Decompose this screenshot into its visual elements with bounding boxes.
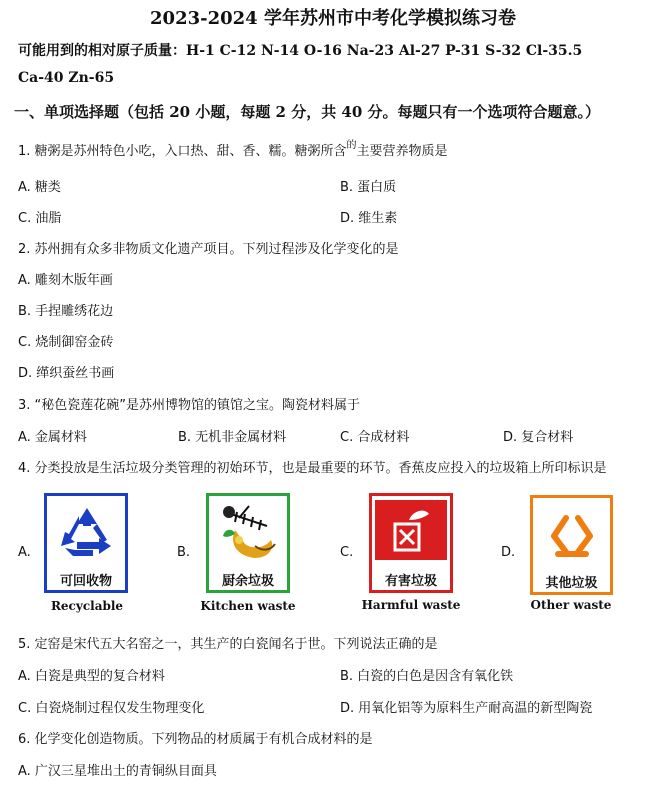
- fish-bone-icon: [215, 500, 281, 564]
- question-1-stem-sup: 的: [346, 140, 357, 151]
- hazard-icon: [389, 506, 433, 554]
- question-6-stem: 6. 化学变化创造物质。下列物品的材质属于有机合成材料的是: [18, 732, 373, 747]
- other-waste-caption: Other waste: [530, 598, 612, 612]
- other-waste-bin-label: 其他垃圾: [545, 576, 598, 591]
- question-2-stem: 2. 苏州拥有众多非物质文化遗产项目。下列过程涉及化学变化的是: [18, 242, 399, 257]
- question-1-stem-part-a: 1. 糖粥是苏州特色小吃，入口热、甜、香、糯。糖粥所含: [18, 144, 347, 159]
- recyclable-bin-label: 可回收物: [59, 574, 112, 589]
- kitchen-waste-caption: Kitchen waste: [200, 599, 296, 613]
- q5-option-a[interactable]: A. 白瓷是典型的复合材料: [18, 669, 165, 684]
- other-waste-icon: [544, 512, 600, 560]
- kitchen-waste-bin-sign[interactable]: [206, 493, 290, 593]
- question-1-stem: [18, 140, 448, 159]
- harmful-waste-caption: Harmful waste: [361, 598, 461, 612]
- q5-option-b[interactable]: B. 白瓷的白色是因含有氧化铁: [340, 669, 514, 684]
- recyclable-caption: Recyclable: [50, 599, 124, 613]
- q4-option-a-letter[interactable]: A.: [18, 545, 31, 560]
- q3-option-a[interactable]: A. 金属材料: [18, 430, 87, 445]
- q3-option-b[interactable]: B. 无机非金属材料: [178, 430, 287, 445]
- other-waste-bin-sign[interactable]: [530, 495, 613, 595]
- harmful-waste-bin-label: 有害垃圾: [384, 574, 437, 589]
- q2-option-d[interactable]: D. 缂织蚕丝书画: [18, 366, 115, 381]
- q4-option-d-letter[interactable]: D.: [501, 545, 516, 560]
- q3-option-c[interactable]: C. 合成材料: [340, 430, 410, 445]
- page-title: 2023-2024 学年苏州市中考化学模拟练习卷: [150, 8, 516, 29]
- q2-option-c[interactable]: C. 烧制御窑金砖: [18, 335, 114, 350]
- q2-option-b[interactable]: B. 手捏雕绣花边: [18, 304, 114, 319]
- question-1-stem-part-b: 主要营养物质是: [356, 144, 448, 159]
- harmful-waste-bin-sign[interactable]: [369, 493, 453, 593]
- question-4-stem: 4. 分类投放是生活垃圾分类管理的初始环节，也是最重要的环节。香蕉皮应投入的垃圾箱上所印标识是: [18, 461, 607, 476]
- harmful-waste-panel: [375, 500, 447, 560]
- q6-option-a[interactable]: A. 广汉三星堆出土的青铜纵目面具: [18, 764, 217, 779]
- q1-option-b[interactable]: B. 蛋白质: [340, 180, 397, 195]
- q4-option-c-letter[interactable]: C.: [340, 545, 354, 560]
- section-heading: 一、单项选择题（包括 20 小题，每题 2 分，共 40 分。每题只有一个选项符合题意。）: [14, 103, 601, 121]
- q5-option-c[interactable]: C. 白瓷烧制过程仅发生物理变化: [18, 701, 205, 716]
- question-5-stem: 5. 定窑是宋代五大名窑之一，其生产的白瓷闻名于世。下列说法正确的是: [18, 637, 438, 652]
- question-3-stem: 3. “秘色瓷莲花碗”是苏州博物馆的镇馆之宝。陶瓷材料属于: [18, 398, 361, 413]
- kitchen-waste-bin-label: 厨余垃圾: [221, 574, 274, 589]
- q1-option-c[interactable]: C. 油脂: [18, 211, 62, 226]
- recycle-icon: [57, 502, 117, 562]
- recyclable-bin-sign[interactable]: [44, 493, 128, 593]
- q1-option-a[interactable]: A. 糖类: [18, 180, 61, 195]
- atomic-masses-line1: 可能用到的相对原子质量：H-1 C-12 N-14 O-16 Na-23 Al-27 P-31 S-32 Cl-35.5: [18, 43, 583, 59]
- atomic-masses-line2: Ca-40 Zn-65: [18, 70, 115, 86]
- q5-option-d[interactable]: D. 用氧化铝等为原料生产耐高温的新型陶瓷: [340, 701, 593, 716]
- q2-option-a[interactable]: A. 雕刻木版年画: [18, 273, 113, 288]
- q1-option-d[interactable]: D. 维生素: [340, 211, 398, 226]
- q4-option-b-letter[interactable]: B.: [177, 545, 191, 560]
- q3-option-d[interactable]: D. 复合材料: [503, 430, 574, 445]
